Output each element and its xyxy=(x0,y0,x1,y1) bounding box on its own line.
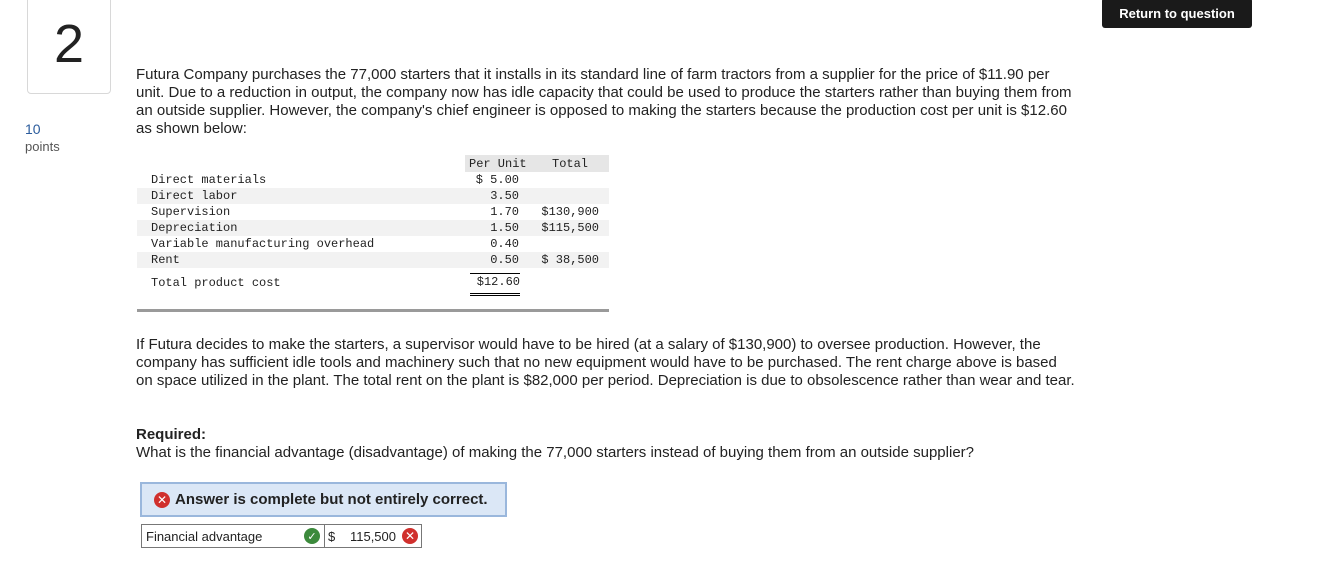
row-label: Supervision xyxy=(151,205,231,219)
problem-intro: Futura Company purchases the 77,000 starters that it installs in its standard line of farm tractors from a supplier for the price of $11.90 per unit. Due to a reduction in output, the company now has idle capacity that could be used to produce the starters rather than buying them from an outside supplier. However, the company's chief engineer is opposed to making the starters because the production cost per unit is $12.60 as shown below: xyxy=(136,66,1072,137)
table-row xyxy=(137,172,609,188)
row-per-unit: 1.50 xyxy=(490,221,519,235)
total-per-unit: $12.60 xyxy=(476,275,520,289)
header-total: Total xyxy=(552,157,589,171)
row-total: $130,900 xyxy=(541,205,599,219)
row-per-unit: $ 5.00 xyxy=(475,173,519,187)
incorrect-x-icon: ✕ xyxy=(402,528,418,544)
currency-symbol: $ xyxy=(328,528,336,544)
table-row xyxy=(137,188,609,204)
row-per-unit: 3.50 xyxy=(490,189,519,203)
row-label: Direct labor xyxy=(151,189,238,203)
table-row xyxy=(137,204,609,220)
points-label: points xyxy=(25,139,60,154)
points-value: 10 xyxy=(25,121,41,137)
row-per-unit: 0.40 xyxy=(490,237,519,251)
question-number-box xyxy=(27,0,111,94)
row-per-unit: 1.70 xyxy=(490,205,519,219)
points-info xyxy=(25,121,60,155)
answer-status-text: Answer is complete but not entirely correct. xyxy=(175,491,488,508)
answer-label: Financial advantage xyxy=(146,528,263,544)
row-label: Variable manufacturing overhead xyxy=(151,237,375,251)
table-row xyxy=(137,252,609,268)
incorrect-x-icon: ✕ xyxy=(154,492,170,508)
row-total: $ 38,500 xyxy=(541,253,599,267)
problem-detail: If Futura decides to make the starters, a supervisor would have to be hired (at a salary of $130,900) to oversee production. However, the company has sufficient idle tools and machinery such that no new equipment would have to be purchased. The rent charge above is based on space utilized in the plant. The total rent on the plant is $82,000 per period. Depreciation is due to obsolescence rather than wear and tear. xyxy=(136,336,1075,389)
correct-check-icon: ✓ xyxy=(304,528,320,544)
cost-table xyxy=(137,155,609,312)
required-question: What is the financial advantage (disadvantage) of making the 77,000 starters instead of buying them from an outside supplier? xyxy=(136,444,974,461)
table-row xyxy=(137,220,609,236)
question-number: 2 xyxy=(53,14,85,74)
return-to-question-button[interactable]: Return to question xyxy=(1102,0,1252,28)
answer-input[interactable] xyxy=(324,525,421,547)
answer-value[interactable]: 115,500 xyxy=(349,528,396,544)
total-label: Total product cost xyxy=(151,276,281,290)
row-label: Direct materials xyxy=(151,173,267,187)
header-per-unit: Per Unit xyxy=(469,157,527,171)
required-section xyxy=(136,426,1076,462)
row-label: Rent xyxy=(151,253,180,267)
required-heading: Required: xyxy=(136,426,207,443)
row-per-unit: 0.50 xyxy=(490,253,519,267)
total-per-unit-cell xyxy=(470,273,520,296)
row-label: Depreciation xyxy=(151,221,238,235)
table-total-row xyxy=(137,273,609,295)
table-row xyxy=(137,236,609,252)
row-total: $115,500 xyxy=(541,221,599,235)
answer-row xyxy=(141,524,422,548)
answer-status-banner xyxy=(140,482,507,517)
